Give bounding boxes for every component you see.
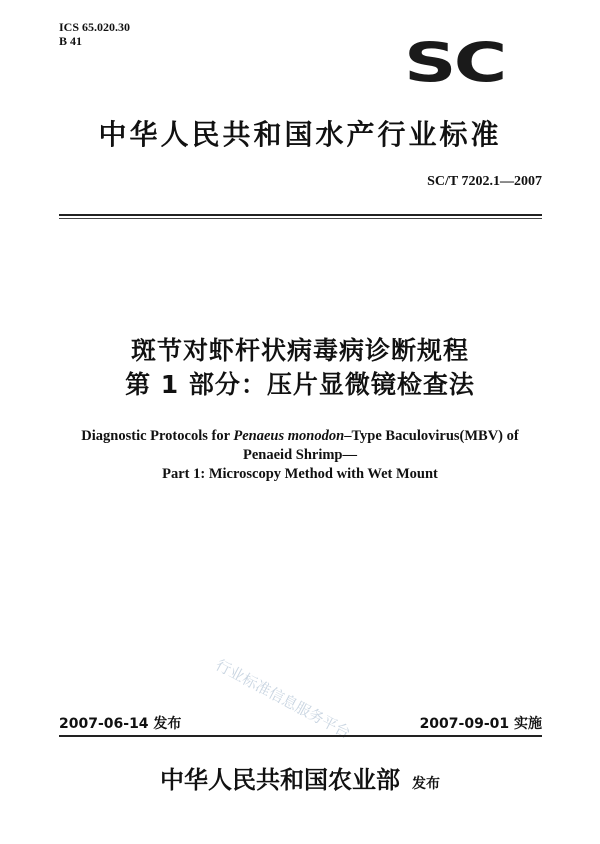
title-en bbox=[60, 427, 540, 484]
issue-date: 2007-06-14 发布 bbox=[59, 716, 182, 732]
title-en-line2: Penaeid Shrimp— bbox=[243, 447, 357, 463]
title-cn-line2: 第 1 部分：压片显微镜检查法 bbox=[125, 370, 475, 399]
standard-number: SC/T 7202.1—2007 bbox=[427, 174, 542, 189]
title-en-species: Penaeus monodon bbox=[233, 428, 345, 444]
issuer bbox=[0, 760, 600, 795]
sc-logo: SC bbox=[404, 31, 505, 94]
implementation-date: 2007-09-01 实施 bbox=[419, 716, 542, 732]
ics-code-block bbox=[59, 20, 130, 48]
ccs-code: B 41 bbox=[59, 34, 83, 48]
top-divider-thin bbox=[59, 218, 542, 219]
ics-code: ICS 65.020.30 bbox=[59, 20, 131, 34]
title-en-line1 bbox=[60, 427, 540, 446]
standard-category: 中华人民共和国水产行业标准 bbox=[98, 118, 502, 151]
issuer-suffix: 发布 bbox=[412, 776, 440, 792]
bottom-divider bbox=[59, 735, 542, 737]
top-divider bbox=[59, 214, 542, 216]
title-en-line1-post: –Type Baculovirus(MBV) of bbox=[344, 428, 519, 444]
title-en-line1-pre: Diagnostic Protocols for bbox=[81, 428, 234, 444]
watermark: 行业标准信息服务平台 bbox=[212, 655, 354, 743]
title-en-line3: Part 1: Microscopy Method with Wet Mount bbox=[162, 466, 438, 482]
title-cn-line1: 斑节对虾杆状病毒病诊断规程 bbox=[130, 336, 469, 365]
issuer-name: 中华人民共和国农业部 bbox=[160, 766, 400, 794]
